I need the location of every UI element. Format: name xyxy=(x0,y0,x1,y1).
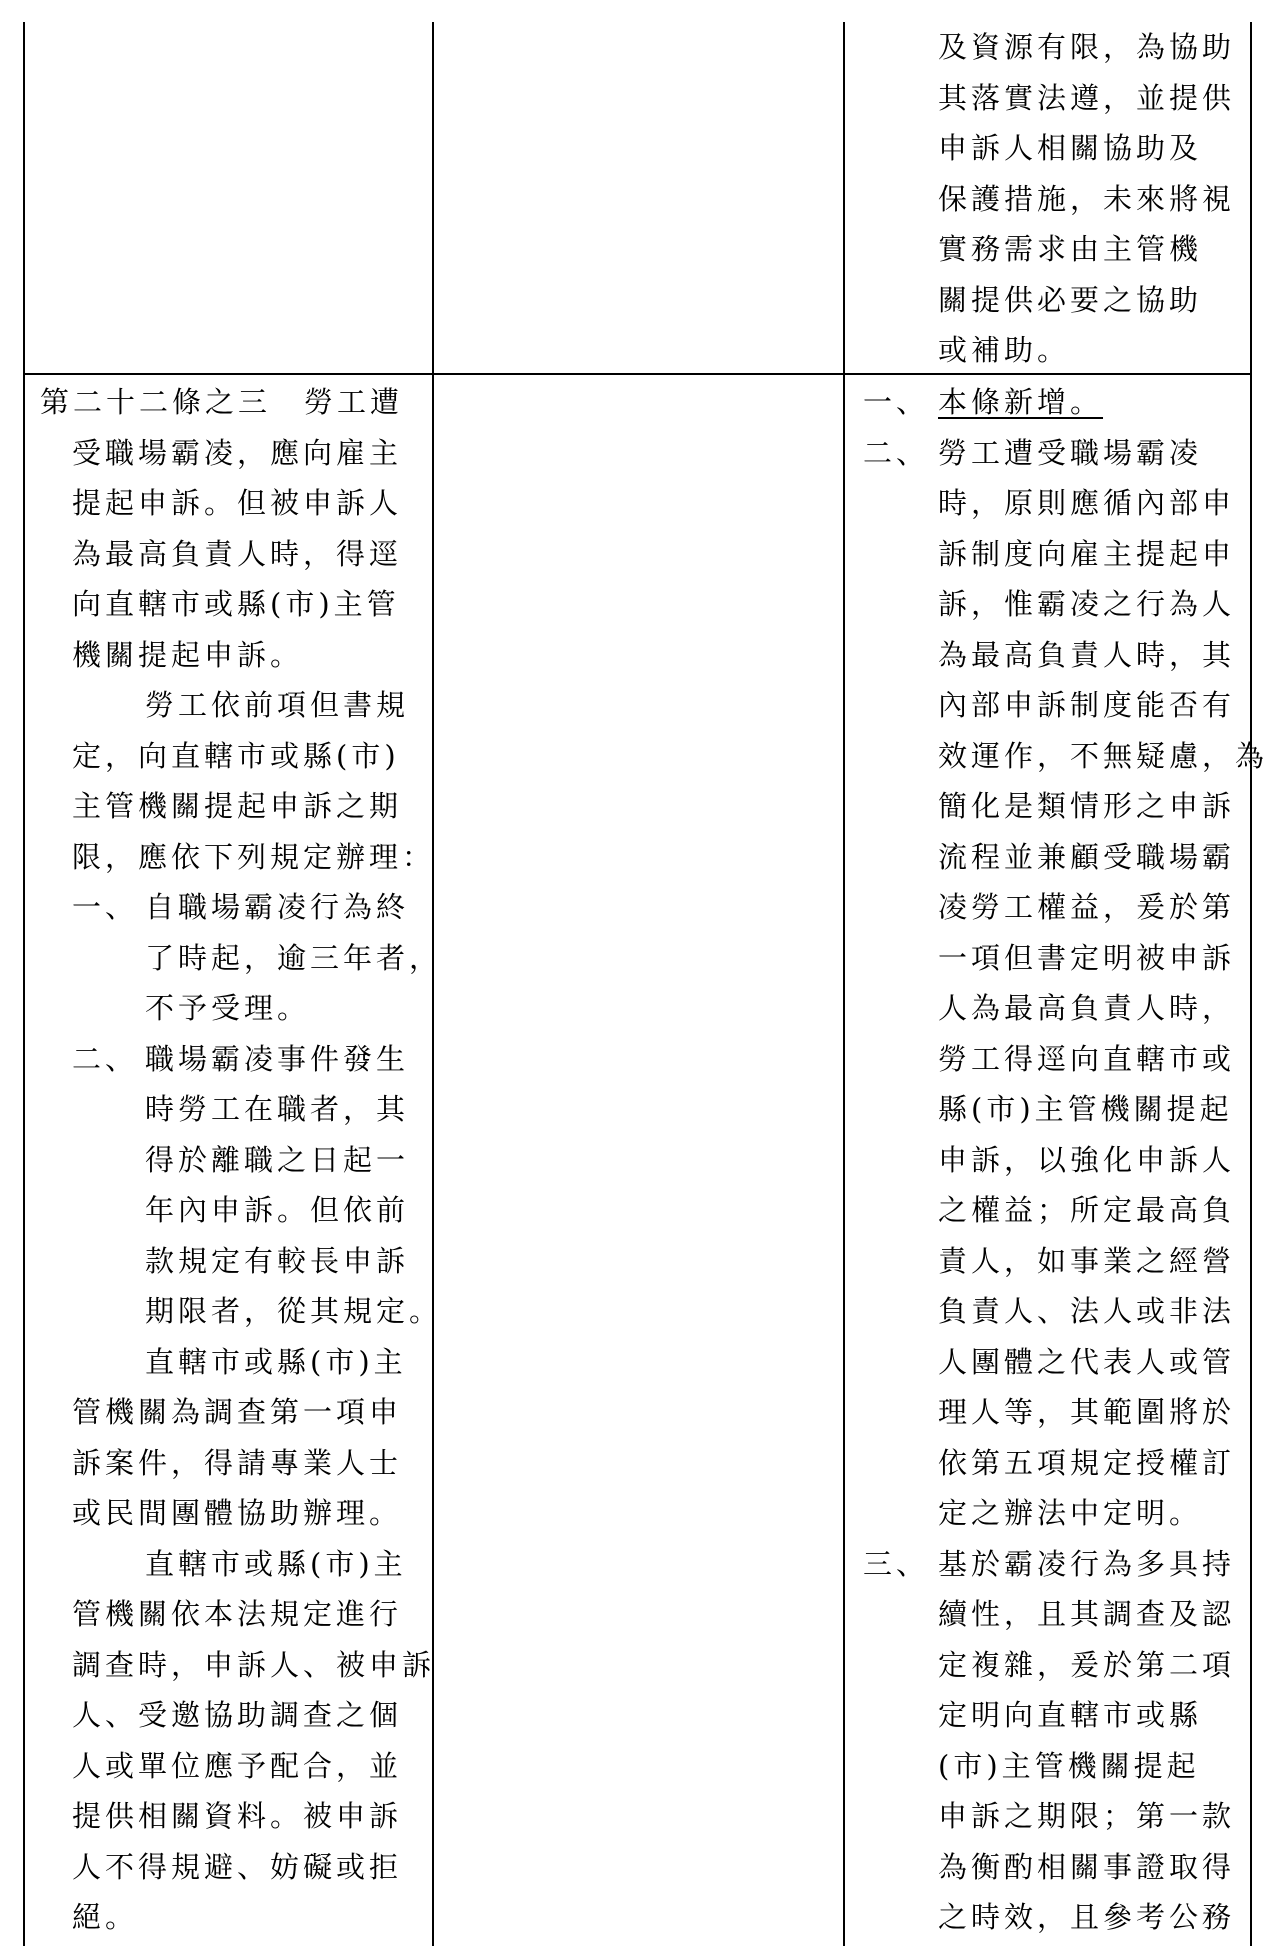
article-item-2 xyxy=(40,1034,442,1337)
text-line: 訴，惟霸凌之行為人 xyxy=(938,587,1236,621)
text-line: 定複雜，爰於第二項 xyxy=(938,1647,1236,1682)
text-line: 簡化是類情形之申訴 xyxy=(938,789,1236,823)
text-line: 限，應依下列規定辦理： xyxy=(72,839,436,874)
text-line: 調查時，申訴人、被申訴 xyxy=(72,1647,436,1682)
explanation-item-1-text xyxy=(938,377,1103,428)
article-item-1-number: 一、 xyxy=(72,890,139,924)
text-line: 定明向直轄市或縣 xyxy=(938,1698,1203,1732)
text-line: 實務需求由主管機 xyxy=(938,232,1203,266)
text-line: 基於霸凌行為多具持 xyxy=(938,1546,1236,1581)
explanation-item-1 xyxy=(863,377,1268,428)
text-line: 人、受邀協助調查之個 xyxy=(72,1698,403,1732)
text-line: 凌勞工權益，爰於第 xyxy=(938,890,1236,924)
text-line: 效運作，不無疑慮，為 xyxy=(938,738,1269,773)
text-line: 直轄市或縣(市)主 xyxy=(145,1546,407,1581)
text-line: 定之辦法中定明。 xyxy=(938,1496,1203,1530)
text-line: 訴案件，得請專業人士 xyxy=(72,1445,403,1480)
text-line: 流程並兼顧受職場霸 xyxy=(938,839,1236,874)
explanation-continued xyxy=(938,22,1235,376)
text-line: 人或單位應予配合，並 xyxy=(72,1748,403,1783)
text-line: 自職場霸凌行為終 xyxy=(145,890,410,924)
text-line: 續性，且其調查及認 xyxy=(938,1597,1236,1631)
text-line: 提起申訴。但被申訴人 xyxy=(72,486,403,520)
explanation-item-3-number: 三、 xyxy=(863,1546,930,1581)
explanation-item-2 xyxy=(863,428,1269,1539)
text-line: 人為最高負責人時， xyxy=(938,991,1236,1025)
text-line: 之權益；所定最高負 xyxy=(938,1193,1236,1227)
article-text-cell xyxy=(40,377,442,1943)
text-line: 向直轄市或縣(市)主管 xyxy=(72,587,400,621)
text-line: 第二十二條之三 勞工遭 xyxy=(40,385,404,419)
text-line: 管機關為調查第一項申 xyxy=(72,1395,403,1429)
table-border-left xyxy=(23,22,25,1946)
text-line: 得於離職之日起一 xyxy=(145,1142,410,1177)
text-line: 及資源有限，為協助 xyxy=(938,30,1236,64)
text-line: 年內申訴。但依前 xyxy=(145,1193,410,1227)
article-paragraph-2 xyxy=(40,680,442,882)
article-paragraph-1 xyxy=(40,377,442,680)
article-paragraph-4 xyxy=(40,1539,442,1943)
text-line: 人不得規避、妨礙或拒 xyxy=(72,1849,403,1884)
text-line: 申訴，以強化申訴人 xyxy=(938,1142,1236,1177)
text-line: 申訴人相關協助及 xyxy=(938,131,1203,165)
text-line: 款規定有較長申訴 xyxy=(145,1243,410,1278)
text-line: 受職場霸凌，應向雇主 xyxy=(72,435,403,470)
text-line: 機關提起申訴。 xyxy=(72,637,304,672)
explanation-item-2-text xyxy=(938,428,1268,1539)
article-item-1 xyxy=(40,882,442,1034)
text-line: 為最高負責人時，得逕 xyxy=(72,536,403,571)
text-line: 縣(市)主管機關提起 xyxy=(938,1092,1233,1126)
table-border-col3 xyxy=(843,22,845,1946)
text-line: 期限者，從其規定。 xyxy=(145,1294,443,1328)
explanation-cell xyxy=(863,377,1269,1943)
text-line: 勞工遭受職場霸凌 xyxy=(938,435,1203,470)
explanation-item-2-number: 二、 xyxy=(863,435,930,470)
text-line: 內部申訴制度能否有 xyxy=(938,688,1236,722)
text-line: 其落實法遵，並提供 xyxy=(938,80,1236,115)
text-line: 不予受理。 xyxy=(145,991,311,1025)
text-line: 或民間團體協助辦理。 xyxy=(72,1496,403,1530)
text-line: 定，向直轄市或縣(市) xyxy=(72,738,400,773)
text-line: 保護措施，未來將視 xyxy=(938,181,1236,216)
text-line: 提供相關資料。被申訴 xyxy=(72,1799,403,1833)
text-line: 一項但書定明被申訴 xyxy=(938,940,1236,975)
text-line: 勞工依前項但書規 xyxy=(145,688,410,722)
article-item-2-text xyxy=(145,1034,442,1337)
explanation-item-3 xyxy=(863,1539,1268,1943)
text-line: 關提供必要之協助 xyxy=(938,282,1203,317)
explanation-item-1-number: 一、 xyxy=(863,385,930,419)
text-line: 申訴之期限；第一款 xyxy=(938,1799,1236,1833)
text-line: 了時起，逾三年者， xyxy=(145,940,443,975)
text-line: 或補助。 xyxy=(938,333,1071,367)
text-line: 直轄市或縣(市)主 xyxy=(145,1344,407,1379)
text-line: 為最高負責人時，其 xyxy=(938,637,1236,672)
article-paragraph-3 xyxy=(40,1337,442,1539)
text-line: 管機關依本法規定進行 xyxy=(72,1597,403,1631)
text-line: 之時效，且參考公務 xyxy=(938,1900,1236,1934)
text-line: 依第五項規定授權訂 xyxy=(938,1445,1236,1480)
text-line: 絕。 xyxy=(72,1900,139,1934)
current-text-cell-empty xyxy=(436,377,841,1943)
text-line: 職場霸凌事件發生 xyxy=(145,1041,410,1076)
article-item-2-number: 二、 xyxy=(72,1041,139,1076)
top-row-explanation xyxy=(938,22,1235,376)
text-line: 主管機關提起申訴之期 xyxy=(72,789,403,823)
text-line: 時勞工在職者，其 xyxy=(145,1092,410,1126)
text-line: 訴制度向雇主提起申 xyxy=(938,536,1236,571)
text-line: 人團體之代表人或管 xyxy=(938,1344,1236,1379)
text-line: 勞工得逕向直轄市或 xyxy=(938,1041,1236,1076)
article-item-1-text xyxy=(145,882,442,1034)
text-line: 為衡酌相關事證取得 xyxy=(938,1849,1236,1884)
text-line: 負責人、法人或非法 xyxy=(938,1294,1236,1328)
text-line: 理人等，其範圍將於 xyxy=(938,1395,1236,1429)
text-line: 時，原則應循內部申 xyxy=(938,486,1236,520)
text-line: 本條新增。 xyxy=(938,385,1104,419)
text-line: 責人，如事業之經營 xyxy=(938,1243,1236,1278)
explanation-item-3-text xyxy=(938,1539,1268,1943)
text-line: (市)主管機關提起 xyxy=(938,1748,1200,1783)
